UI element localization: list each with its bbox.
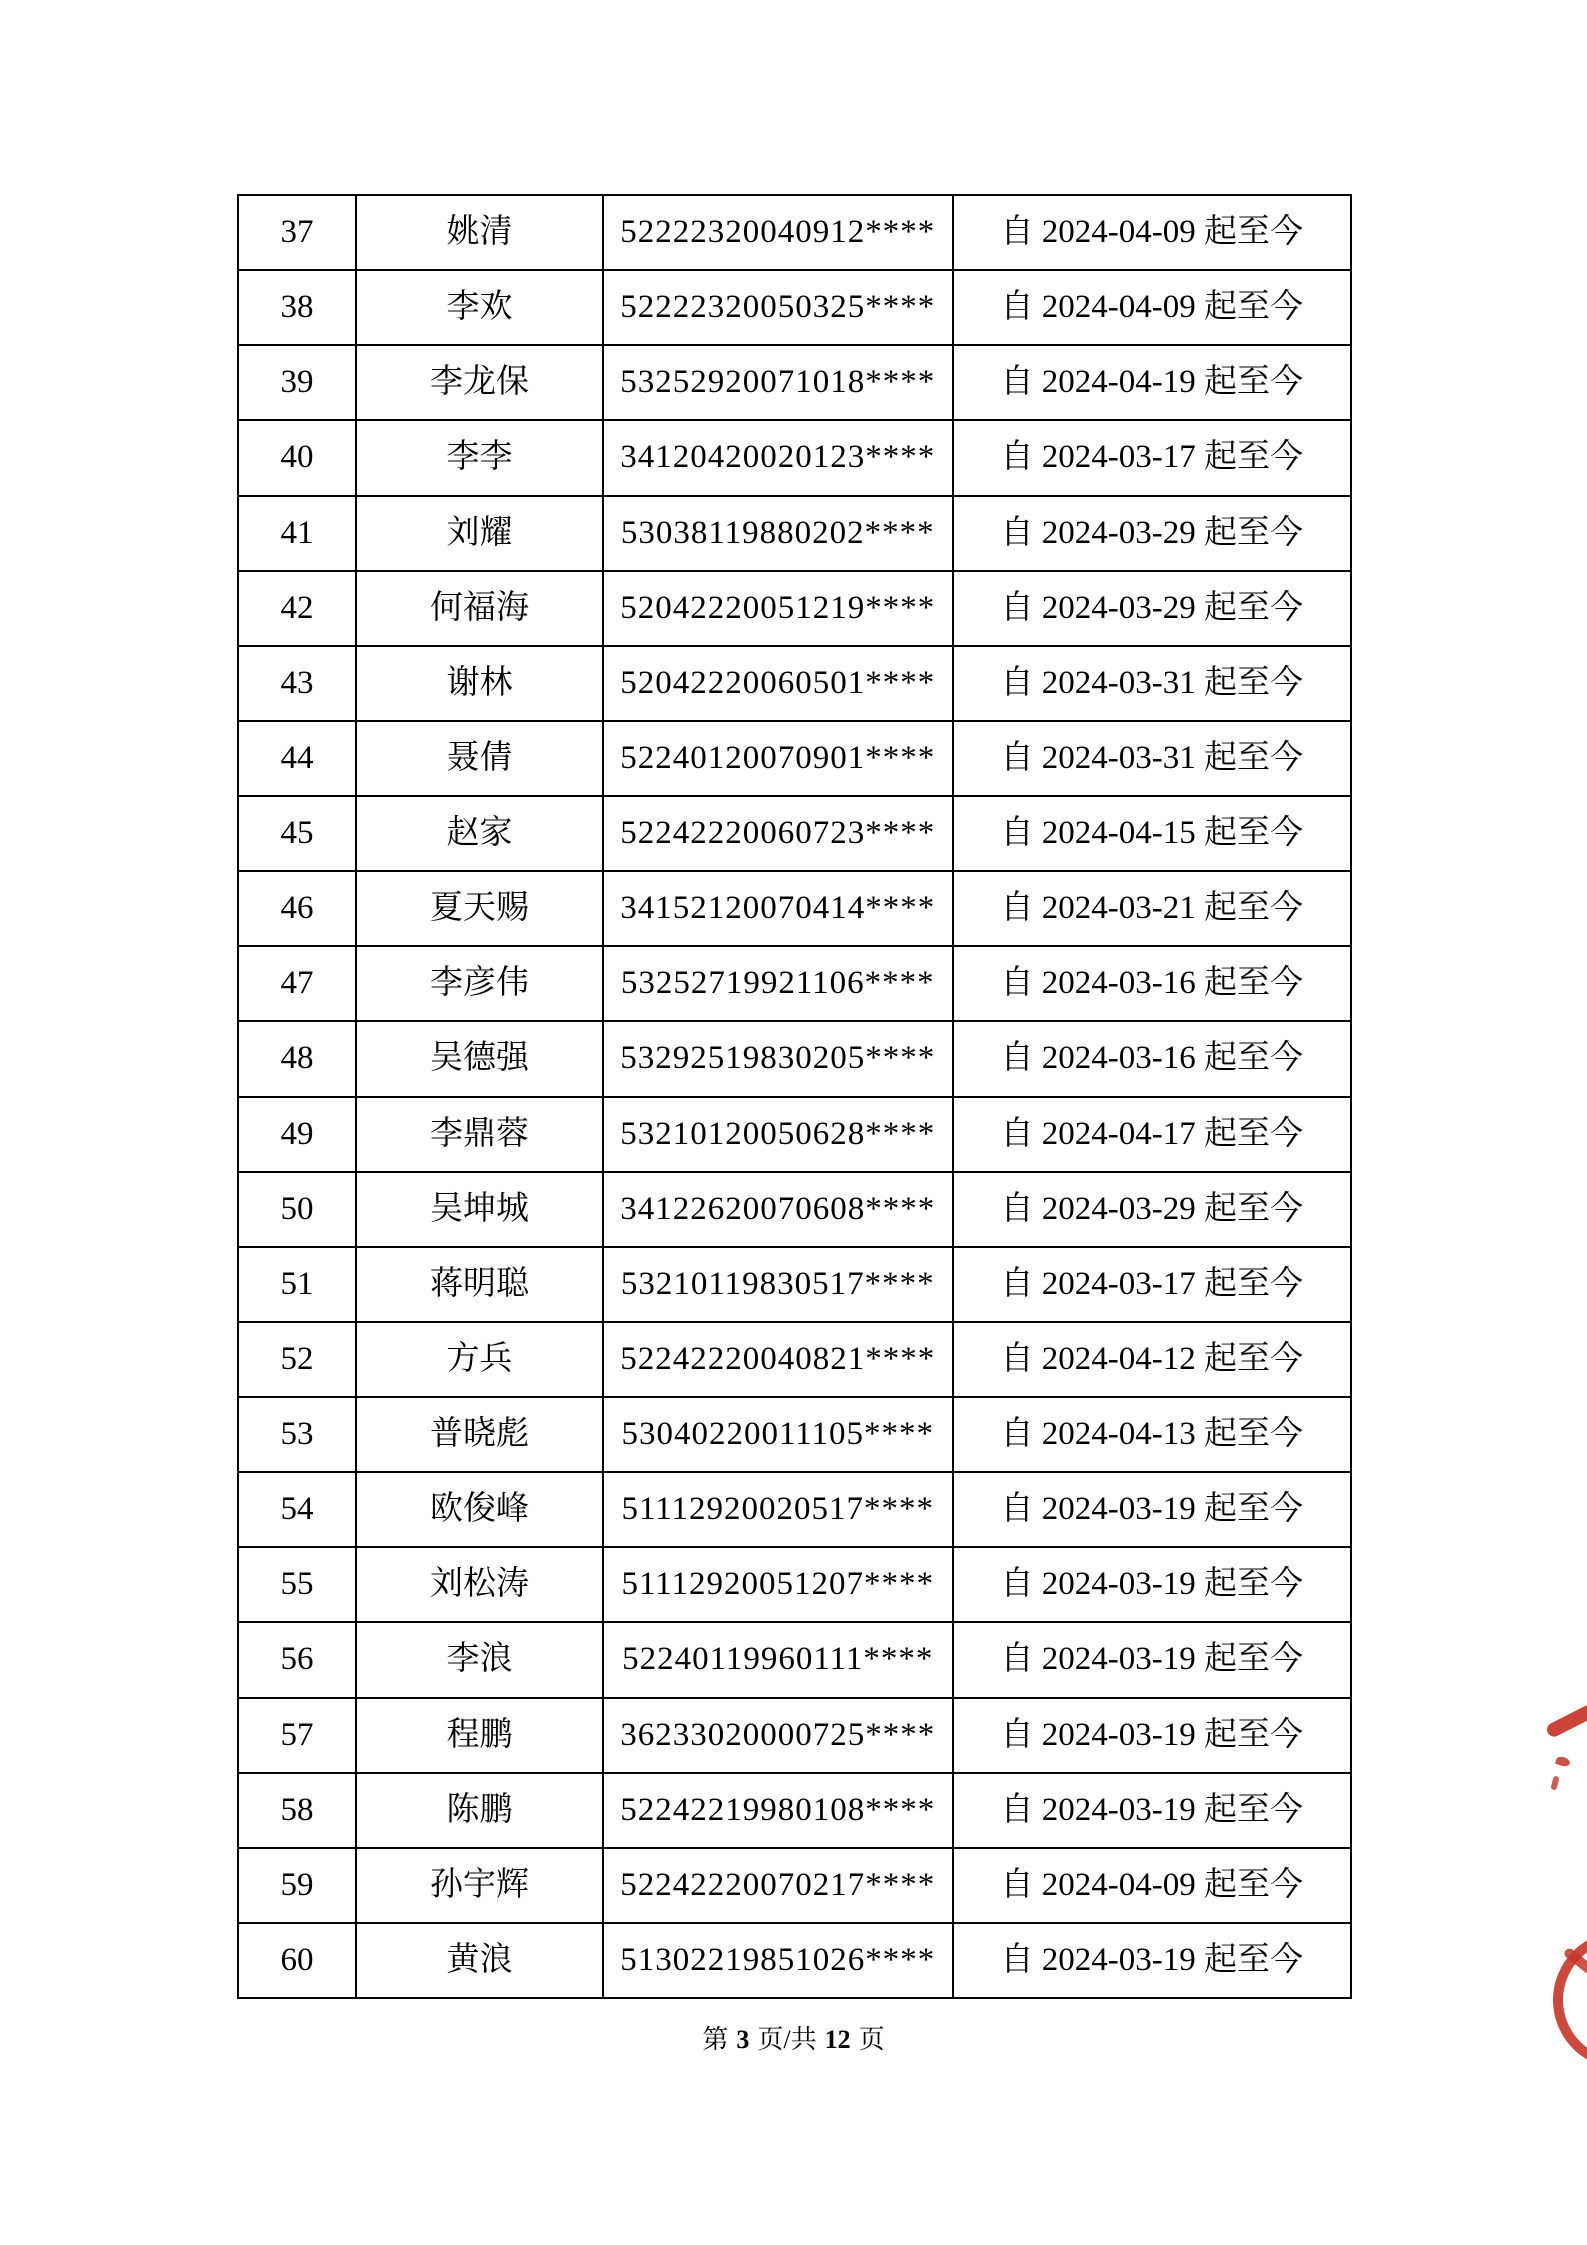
cell-name: 程鹏 [356,1698,603,1773]
cell-name: 方兵 [356,1322,603,1397]
cell-validity-period: 自 2024-03-31 起至今 [953,721,1351,796]
cell-index: 52 [238,1322,356,1397]
table-row [238,571,1351,646]
cell-validity-period: 自 2024-03-29 起至今 [953,496,1351,571]
cell-id-number: 52222320040912**** [603,195,952,270]
cell-name: 孙宇辉 [356,1848,603,1923]
table-row [238,1247,1351,1322]
cell-id-number: 52242220060723**** [603,796,952,871]
cell-id-number: 53252719921106**** [603,946,952,1021]
table-row [238,871,1351,946]
cell-validity-period: 自 2024-04-15 起至今 [953,796,1351,871]
cell-validity-period: 自 2024-03-16 起至今 [953,1021,1351,1096]
table-row [238,1547,1351,1622]
cell-index: 57 [238,1698,356,1773]
table-row [238,1397,1351,1472]
cell-id-number: 52240120070901**** [603,721,952,796]
cell-validity-period: 自 2024-03-19 起至今 [953,1773,1351,1848]
cell-id-number: 52242220040821**** [603,1322,952,1397]
cell-name: 吴坤城 [356,1172,603,1247]
cell-name: 夏天赐 [356,871,603,946]
cell-index: 38 [238,270,356,345]
cell-id-number: 53210119830517**** [603,1247,952,1322]
cell-validity-period: 自 2024-03-21 起至今 [953,871,1351,946]
cell-index: 47 [238,946,356,1021]
footer-suffix: 页 [858,2025,885,2054]
cell-index: 51 [238,1247,356,1322]
cell-id-number: 51112920051207**** [603,1547,952,1622]
cell-validity-period: 自 2024-04-13 起至今 [953,1397,1351,1472]
cell-index: 46 [238,871,356,946]
records-table [237,194,1352,1999]
cell-id-number: 36233020000725**** [603,1698,952,1773]
cell-id-number: 53038119880202**** [603,496,952,571]
cell-name: 李龙保 [356,345,603,420]
cell-name: 普晓彪 [356,1397,603,1472]
table-row [238,1021,1351,1096]
cell-name: 李彦伟 [356,946,603,1021]
table-row [238,1172,1351,1247]
cell-id-number: 34122620070608**** [603,1172,952,1247]
cell-validity-period: 自 2024-03-17 起至今 [953,420,1351,495]
table-row [238,1848,1351,1923]
footer-separator: 页/共 [757,2025,817,2054]
cell-name: 黄浪 [356,1923,603,1998]
cell-validity-period: 自 2024-03-19 起至今 [953,1698,1351,1773]
cell-id-number: 34152120070414**** [603,871,952,946]
cell-id-number: 52042220051219**** [603,571,952,646]
cell-name: 姚清 [356,195,603,270]
table-row [238,946,1351,1021]
table-row [238,721,1351,796]
cell-validity-period: 自 2024-04-09 起至今 [953,1848,1351,1923]
table-row [238,1622,1351,1697]
table-row [238,1698,1351,1773]
table-row [238,796,1351,871]
cell-name: 聂倩 [356,721,603,796]
table-row [238,1923,1351,1998]
cell-validity-period: 自 2024-03-29 起至今 [953,571,1351,646]
cell-id-number: 52242219980108**** [603,1773,952,1848]
cell-index: 56 [238,1622,356,1697]
cell-validity-period: 自 2024-03-29 起至今 [953,1172,1351,1247]
cell-id-number: 34120420020123**** [603,420,952,495]
cell-index: 41 [238,496,356,571]
cell-id-number: 52240119960111**** [603,1622,952,1697]
cell-validity-period: 自 2024-04-17 起至今 [953,1097,1351,1172]
cell-index: 42 [238,571,356,646]
cell-validity-period: 自 2024-04-12 起至今 [953,1322,1351,1397]
cell-name: 李浪 [356,1622,603,1697]
cell-name: 刘松涛 [356,1547,603,1622]
cell-id-number: 53252920071018**** [603,345,952,420]
footer-prefix: 第 [702,2025,729,2054]
table-row [238,420,1351,495]
page-footer [0,2024,1587,2055]
cell-name: 赵家 [356,796,603,871]
table-row [238,496,1351,571]
footer-page-number: 3 [736,2025,750,2054]
cell-name: 李鼎蓉 [356,1097,603,1172]
cell-index: 49 [238,1097,356,1172]
cell-id-number: 51112920020517**** [603,1472,952,1547]
cell-index: 44 [238,721,356,796]
cell-validity-period: 自 2024-03-19 起至今 [953,1622,1351,1697]
cell-index: 40 [238,420,356,495]
red-stamp-fragment-dot [1555,1755,1571,1768]
cell-index: 58 [238,1773,356,1848]
cell-validity-period: 自 2024-04-09 起至今 [953,195,1351,270]
cell-validity-period: 自 2024-03-17 起至今 [953,1247,1351,1322]
cell-id-number: 53292519830205**** [603,1021,952,1096]
cell-index: 48 [238,1021,356,1096]
cell-validity-period: 自 2024-04-19 起至今 [953,345,1351,420]
cell-id-number: 52042220060501**** [603,646,952,721]
cell-name: 欧俊峰 [356,1472,603,1547]
table-row [238,345,1351,420]
table-row [238,1472,1351,1547]
footer-total-pages: 12 [824,2025,851,2054]
cell-index: 45 [238,796,356,871]
table-row [238,1097,1351,1172]
cell-index: 54 [238,1472,356,1547]
cell-index: 53 [238,1397,356,1472]
table-row [238,1773,1351,1848]
table-row [238,1322,1351,1397]
table-row [238,646,1351,721]
cell-index: 39 [238,345,356,420]
cell-id-number: 52242220070217**** [603,1848,952,1923]
cell-id-number: 52222320050325**** [603,270,952,345]
cell-name: 陈鹏 [356,1773,603,1848]
table-row [238,195,1351,270]
table-row [238,270,1351,345]
cell-name: 吴德强 [356,1021,603,1096]
cell-validity-period: 自 2024-03-19 起至今 [953,1472,1351,1547]
cell-id-number: 53210120050628**** [603,1097,952,1172]
cell-index: 43 [238,646,356,721]
cell-name: 李李 [356,420,603,495]
cell-validity-period: 自 2024-04-09 起至今 [953,270,1351,345]
cell-name: 李欢 [356,270,603,345]
cell-index: 59 [238,1848,356,1923]
cell-index: 37 [238,195,356,270]
cell-index: 55 [238,1547,356,1622]
cell-index: 50 [238,1172,356,1247]
cell-index: 60 [238,1923,356,1998]
cell-validity-period: 自 2024-03-31 起至今 [953,646,1351,721]
cell-validity-period: 自 2024-03-16 起至今 [953,946,1351,1021]
cell-id-number: 53040220011105**** [603,1397,952,1472]
cell-validity-period: 自 2024-03-19 起至今 [953,1547,1351,1622]
cell-name: 刘耀 [356,496,603,571]
cell-name: 何福海 [356,571,603,646]
cell-validity-period: 自 2024-03-19 起至今 [953,1923,1351,1998]
cell-name: 蒋明聪 [356,1247,603,1322]
cell-id-number: 51302219851026**** [603,1923,952,1998]
red-stamp-fragment-stroke [1545,1703,1587,1739]
red-stamp-fragment-dot [1550,1775,1559,1790]
cell-name: 谢林 [356,646,603,721]
